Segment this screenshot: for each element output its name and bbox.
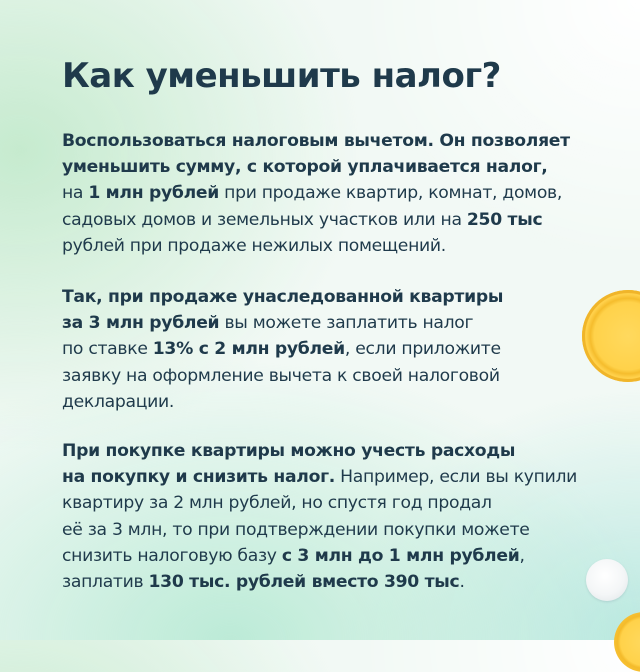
gold-coin-icon — [614, 612, 640, 672]
text-line — [62, 233, 570, 259]
text-run: заявку на оформление вычета к своей налоговой — [62, 365, 500, 386]
text-run: заплатив — [62, 572, 149, 593]
paragraph-tax-deduction — [62, 128, 570, 259]
bold-text: При покупке квартиры можно учесть расходы — [62, 441, 516, 461]
bold-text: 130 тыс. рублей вместо 390 тыс — [148, 572, 460, 593]
text-run: снизить налоговую базу — [62, 545, 282, 566]
text-run: на — [62, 183, 89, 204]
text-line — [62, 464, 577, 490]
text-line — [62, 128, 570, 154]
bold-text: на покупку и снизить налог. — [62, 467, 335, 488]
text-line — [62, 310, 503, 336]
text-run: при продаже квартир, комнат, домов, — [218, 183, 563, 204]
text-run: , — [519, 545, 525, 566]
text-run: её за 3 млн, то при подтверждении покупки можете — [62, 519, 530, 540]
text-line — [62, 517, 577, 543]
text-run: квартиру за 2 млн рублей, но спустя год продал — [62, 493, 492, 514]
text-run: садовых домов и земельных участков или на — [62, 209, 467, 230]
text-line — [62, 284, 503, 310]
bold-text: 13% с 2 млн рублей — [152, 339, 345, 360]
text-line — [62, 438, 577, 464]
text-line — [62, 154, 570, 180]
text-run: рублей при продаже нежилых помещений. — [62, 235, 446, 256]
paragraph-purchase-expenses — [62, 438, 577, 595]
bold-text: уменьшить сумму, с которой уплачивается налог, — [62, 157, 548, 178]
text-line — [62, 543, 577, 569]
bold-text: с 3 млн до 1 млн рублей — [281, 545, 520, 566]
text-line — [62, 207, 570, 233]
text-run: . — [459, 572, 465, 593]
text-run: Например, если вы купили — [335, 467, 578, 488]
paragraph-inherited-apartment — [62, 284, 503, 415]
bold-text: Воспользоваться налоговым вычетом. Он позволяет — [62, 131, 570, 151]
text-run: вы можете заплатить налог — [219, 313, 474, 334]
silver-coin-icon — [586, 559, 628, 601]
text-line — [62, 389, 503, 415]
bold-text: за 3 млн рублей — [62, 313, 220, 334]
text-line — [62, 569, 577, 595]
text-run: декларации. — [62, 391, 175, 412]
gold-coin-icon — [582, 290, 640, 382]
text-run: , если приложите — [344, 339, 501, 360]
text-line — [62, 363, 503, 389]
text-run: по ставке — [62, 339, 153, 360]
text-line — [62, 336, 503, 362]
bold-text: 250 тыс — [466, 209, 543, 230]
text-line — [62, 490, 577, 516]
text-line — [62, 180, 570, 206]
page-title: Как уменьшить налог? — [62, 56, 501, 96]
bold-text: 1 млн рублей — [88, 183, 219, 204]
bold-text: Так, при продаже унаследованной квартиры — [62, 287, 504, 307]
